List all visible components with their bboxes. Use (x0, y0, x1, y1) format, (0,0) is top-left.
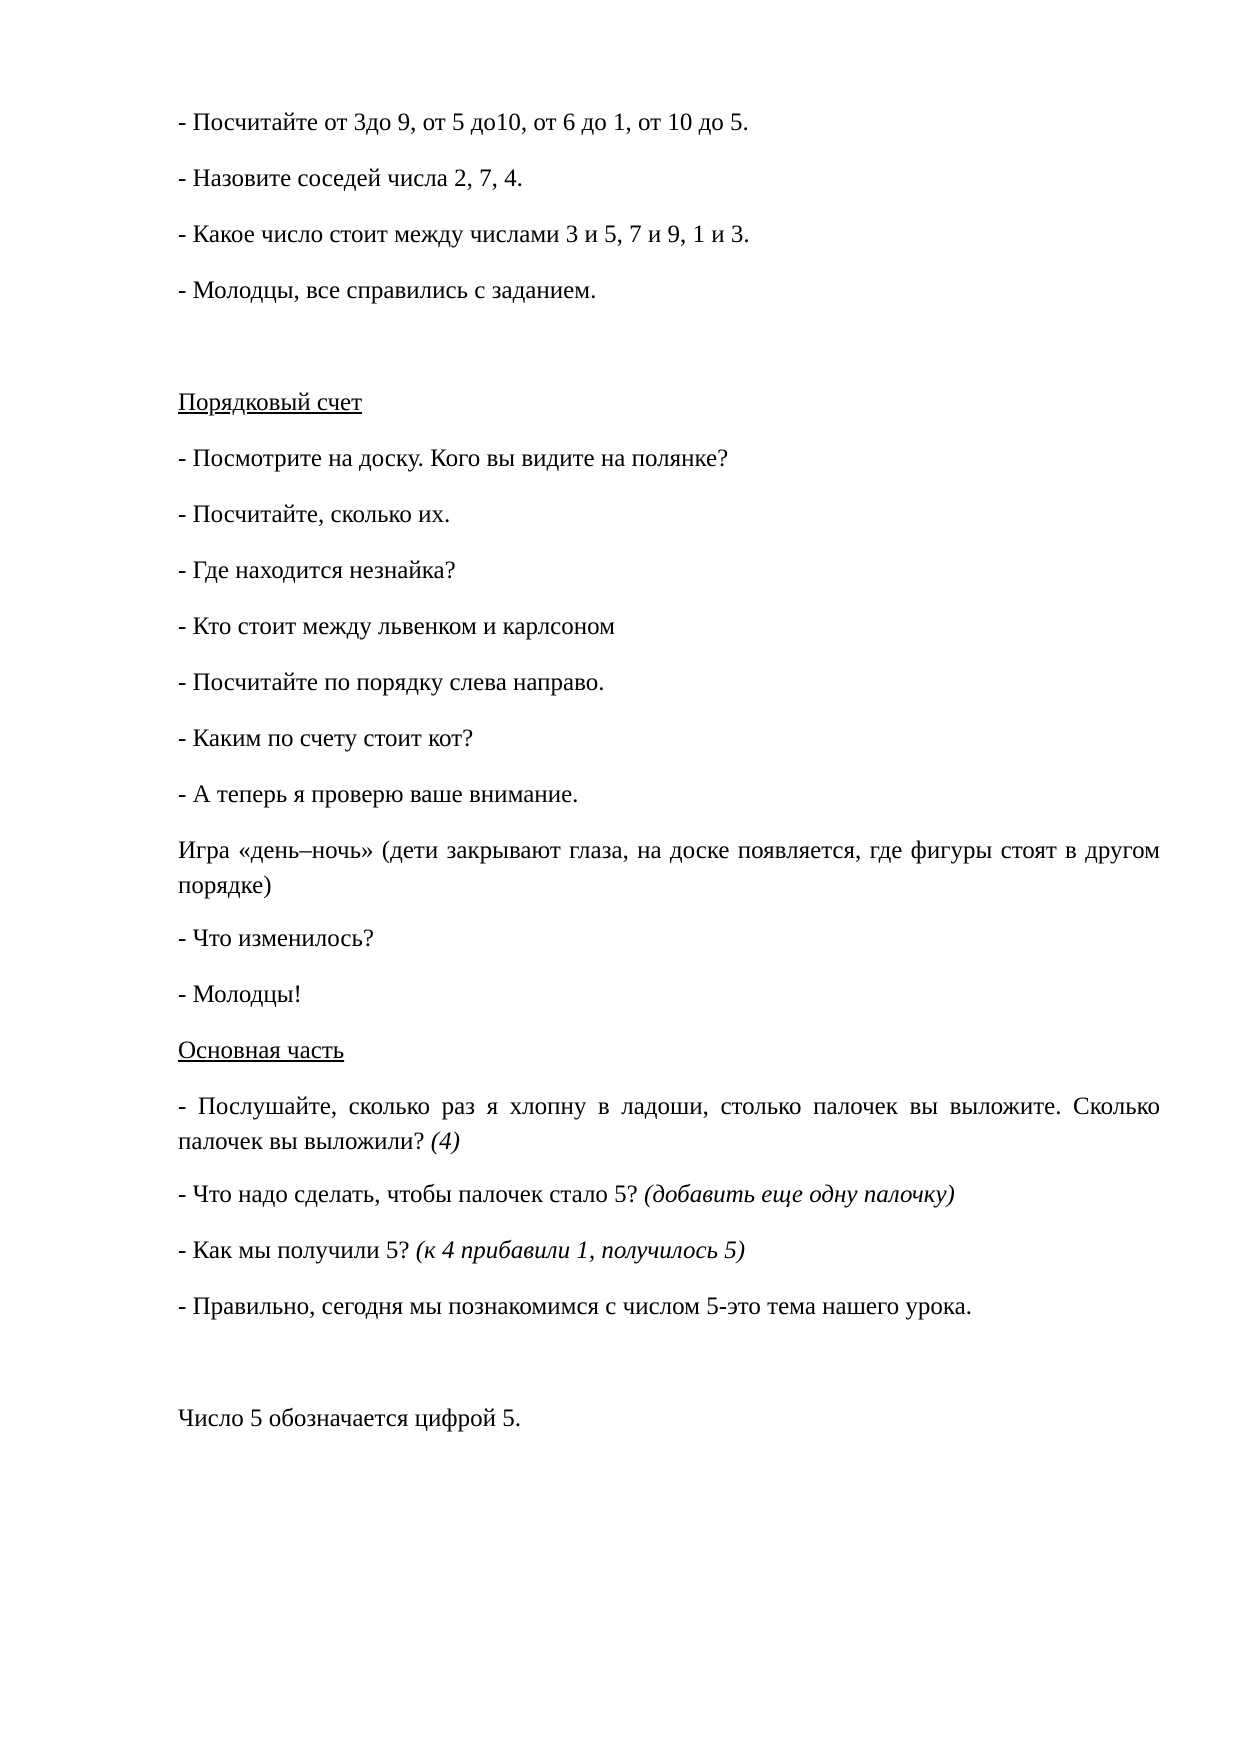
main-paragraph-1 (178, 1089, 1160, 1159)
ordinal-question-1: - Посмотрите на доску. Кого вы видите на полянке? (178, 445, 729, 472)
main-question-2-answer: (добавить еще одну палочку) (644, 1181, 955, 1208)
ordinal-question-5: - Посчитайте по порядку слева направо. (178, 669, 605, 696)
main-question-2-text: - Что надо сделать, чтобы палочек стало 5? (178, 1181, 638, 1208)
ordinal-question-8: - Что изменилось? (178, 925, 374, 952)
ordinal-question-2: - Посчитайте, сколько их. (178, 501, 451, 528)
main-paragraph-1-text: - Послушайте, сколько раз я хлопну в ладоши, столько палочек вы выложите. Сколько палочек вы выложили? (178, 1093, 1160, 1155)
ordinal-heading: Порядковый счет (178, 389, 363, 416)
count-question-3: - Какое число стоит между числами 3 и 5, 7 и 9, 1 и 3. (178, 221, 750, 248)
closing-line: Число 5 обозначается цифрой 5. (178, 1405, 521, 1432)
main-question-2 (178, 1177, 955, 1212)
main-question-3-text: - Как мы получили 5? (178, 1237, 410, 1264)
count-question-1: - Посчитайте от 3до 9, от 5 до10, от 6 до 1, от 10 до 5. (178, 109, 749, 136)
count-praise: - Молодцы, все справились с заданием. (178, 277, 597, 304)
count-question-2: - Назовите соседей числа 2, 7, 4. (178, 165, 523, 192)
ordinal-question-7: - А теперь я проверю ваше внимание. (178, 781, 579, 808)
main-question-3 (178, 1233, 745, 1268)
main-question-3-answer: (к 4 прибавили 1, получилось 5) (415, 1237, 746, 1264)
ordinal-question-3: - Где находится незнайка? (178, 557, 456, 584)
game-paragraph: Игра «день–ночь» (дети закрывают глаза, на доске появляется, где фигуры стоят в другом порядке) (178, 837, 1160, 899)
ordinal-question-4: - Кто стоит между львенком и карлсоном (178, 613, 615, 640)
main-paragraph-1-answer: (4) (430, 1128, 460, 1155)
main-heading: Основная часть (178, 1037, 345, 1064)
ordinal-question-6: - Каким по счету стоит кот? (178, 725, 474, 752)
main-statement: - Правильно, сегодня мы познакомимся с числом 5-это тема нашего урока. (178, 1293, 972, 1320)
ordinal-praise: - Молодцы! (178, 981, 302, 1008)
